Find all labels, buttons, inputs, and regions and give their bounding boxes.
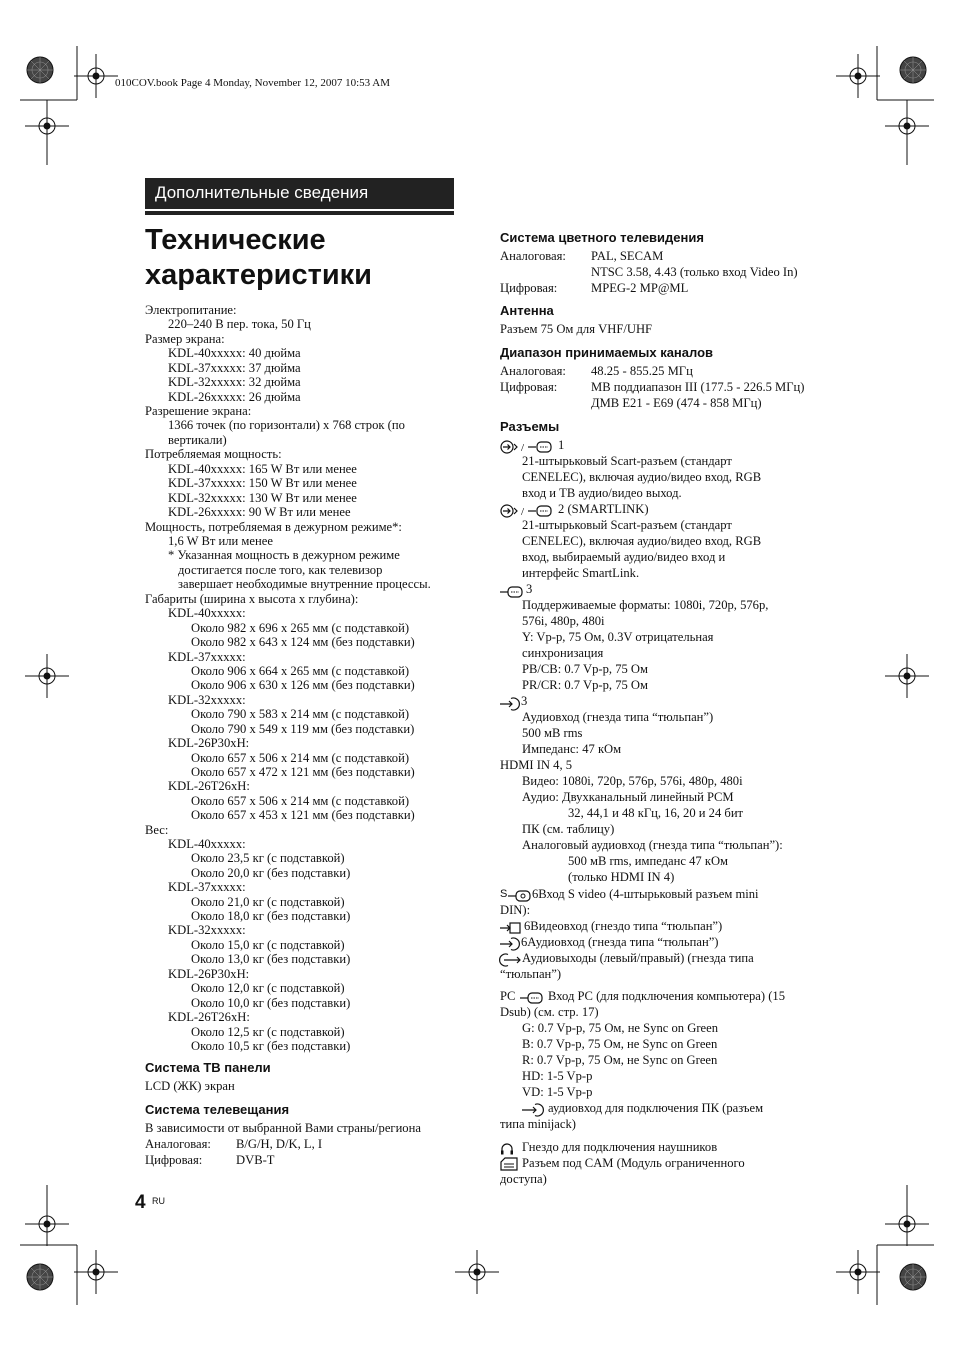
hdmi-pc: ПК (см. таблицу) — [522, 822, 615, 836]
connector-desc: 500 мВ rms — [522, 726, 583, 740]
svg-text:/: / — [521, 442, 525, 454]
model-label: KDL-26P30xH: — [168, 736, 250, 750]
weight-label: Вес: — [145, 823, 169, 837]
spec-line: KDL-32xxxxx: 32 дюйма — [168, 375, 301, 389]
channels-digital-label: Цифровая: — [500, 380, 558, 394]
model-label: KDL-26T26xH: — [168, 1010, 250, 1024]
pc-signal: R: 0.7 Vp-p, 75 Ом, не Sync on Green — [522, 1053, 718, 1067]
spec-line: KDL-26xxxxx: 26 дюйма — [168, 390, 301, 404]
color-system-heading: Система цветного телевидения — [500, 230, 704, 245]
spec-line: Около 23,5 кг (с подставкой) — [191, 851, 345, 865]
hdmi-video: Видео: 1080i, 720p, 576p, 576i, 480p, 480i — [522, 774, 743, 788]
connector-desc: Y: Vp-p, 75 Ом, 0.3V отрицательная — [522, 630, 714, 644]
model-label: KDL-32xxxxx: — [168, 693, 246, 707]
consumption-label: Потребляемая мощность: — [145, 447, 282, 461]
spec-line: Около 18,0 кг (без подставки) — [191, 909, 351, 923]
scart2-number: 2 (SMARTLINK) — [558, 502, 649, 516]
spec-line: Около 21,0 кг (с подставкой) — [191, 895, 345, 909]
spec-line: Около 15,0 кг (с подставкой) — [191, 938, 345, 952]
model-label: KDL-40xxxxx: — [168, 837, 246, 851]
spec-line: Около 982 x 643 x 124 мм (без подставки) — [191, 635, 415, 649]
spec-line: Около 906 x 664 x 265 мм (с подставкой) — [191, 664, 410, 678]
model-label: KDL-32xxxxx: — [168, 923, 246, 937]
pc-audio-input-icon — [522, 1103, 546, 1117]
hdmi-analog: 500 мВ rms, импеданс 47 кОм — [568, 854, 729, 868]
spec-line: Около 10,5 кг (без подставки) — [191, 1039, 351, 1053]
connector-desc: вход, выбираемый аудио/видео вход и — [522, 550, 726, 564]
spec-line: KDL-40xxxxx: 40 дюйма — [168, 346, 301, 360]
spec-line: Около 657 x 472 x 121 мм (без подставки) — [191, 765, 415, 779]
spec-line: KDL-37xxxxx: 150 W Вт или менее — [168, 476, 357, 490]
spec-line: Около 906 x 630 x 126 мм (без подставки) — [191, 678, 415, 692]
connector-desc: 576i, 480p, 480i — [522, 614, 605, 628]
pc-input-icon — [520, 991, 544, 1005]
audio-input-icon — [500, 937, 522, 951]
svg-text:/: / — [521, 506, 525, 518]
resolution-value: вертикали) — [168, 433, 227, 447]
connector-desc: Импеданс: 47 кОм — [522, 742, 622, 756]
pc-signal: B: 0.7 Vp-p, 75 Ом, не Sync on Green — [522, 1037, 718, 1051]
broadcast-digital-value: DVB-T — [236, 1153, 275, 1167]
cam-slot-icon — [500, 1157, 518, 1171]
pc-signal: G: 0.7 Vp-p, 75 Ом, не Sync on Green — [522, 1021, 719, 1035]
connector-desc: PR/CR: 0.7 Vp-p, 75 Ом — [522, 678, 648, 692]
broadcast-analog-label: Аналоговая: — [145, 1137, 211, 1151]
connector-desc: Поддерживаемые форматы: 1080i, 720p, 576p, — [522, 598, 769, 612]
spec-line: KDL-37xxxxx: 37 дюйма — [168, 361, 301, 375]
headphones-desc: Гнездо для подключения наушников — [522, 1140, 718, 1154]
cam-desc: доступа) — [500, 1172, 547, 1186]
standby-note: * Указанная мощность в дежурном режиме — [168, 548, 400, 562]
headphones-icon — [500, 1142, 514, 1156]
pc-desc: Dsub) (см. стр. 17) — [500, 1005, 599, 1019]
spec-line: Около 657 x 506 x 214 мм (с подставкой) — [191, 794, 410, 808]
audio3-number: 3 — [521, 694, 528, 708]
scart1-number: 1 — [558, 438, 565, 452]
spec-line: Около 20,0 кг (без подставки) — [191, 866, 351, 880]
standby-note: завершает необходимые внутренние процессы. — [178, 577, 431, 591]
cam-desc: Разъем под CAM (Модуль ограниченного — [522, 1156, 745, 1170]
hdmi-audio: 32, 44,1 и 48 кГц, 16, 20 и 24 бит — [568, 806, 744, 820]
spec-line: Около 12,5 кг (с подставкой) — [191, 1025, 345, 1039]
audio6-desc: 6Аудиовход (гнезда типа “тюльпан”) — [521, 935, 719, 949]
video6-desc: 6Видеовход (гнездо типа “тюльпан”) — [524, 919, 723, 933]
component-number: 3 — [526, 582, 533, 596]
spec-line: KDL-26xxxxx: 90 W Вт или менее — [168, 505, 351, 519]
power-label: Электропитание: — [145, 303, 237, 317]
spec-line: KDL-32xxxxx: 130 W Вт или менее — [168, 491, 357, 505]
spec-line: Около 790 x 583 x 214 мм (с подставкой) — [191, 707, 410, 721]
pc-audio-desc: типа minijack) — [500, 1117, 576, 1131]
pc-audio-desc: аудиовход для подключения ПК (разъем — [548, 1101, 764, 1115]
color-digital-label: Цифровая: — [500, 281, 558, 295]
connector-desc: 21-штырьковый Scart-разъем (стандарт — [522, 454, 732, 468]
pc-prefix: PC — [500, 989, 516, 1003]
resolution-value: 1366 точек (по горизонтали) x 768 строк (по — [168, 418, 405, 432]
svideo-desc: DIN): — [500, 903, 531, 917]
power-value: 220–240 В пер. тока, 50 Гц — [168, 317, 311, 331]
connector-desc: вход и ТВ аудио/видео выход. — [522, 486, 682, 500]
hdmi-analog: Аналоговый аудиовход (гнезда типа “тюльпан”): — [522, 838, 783, 852]
scart-input-output-icon — [500, 504, 556, 518]
model-label: KDL-37xxxxx: — [168, 650, 246, 664]
video-input-icon — [500, 921, 522, 935]
spec-line: Около 790 x 549 x 119 мм (без подставки) — [191, 722, 415, 736]
color-digital-value: MPEG-2 MP@ML — [591, 281, 689, 295]
page-title-line2: характеристики — [145, 259, 372, 291]
scart-input-output-icon — [500, 440, 556, 454]
model-label: KDL-37xxxxx: — [168, 880, 246, 894]
component-input-icon — [500, 585, 524, 599]
connector-desc: синхронизация — [522, 646, 604, 660]
connector-desc: интерфейс SmartLink. — [522, 566, 640, 580]
pc-signal: VD: 1-5 Vp-p — [522, 1085, 593, 1099]
svideo-prefix: S — [500, 888, 508, 900]
connectors-heading: Разъемы — [500, 419, 560, 434]
channels-digital-value: МВ поддиапазон III (177.5 - 226.5 МГц) — [591, 380, 805, 394]
connector-desc: CENELEC), включая аудио/видео вход, RGB — [522, 470, 762, 484]
color-analog-label: Аналоговая: — [500, 249, 566, 263]
file-info: 010COV.book Page 4 Monday, November 12, 2007 10:53 AM — [115, 77, 390, 89]
connector-desc: 21-штырьковый Scart-разъем (стандарт — [522, 518, 732, 532]
spec-line: KDL-40xxxxx: 165 W Вт или менее — [168, 462, 357, 476]
spec-line: Около 12,0 кг (с подставкой) — [191, 981, 345, 995]
antenna-value: Разъем 75 Ом для VHF/UHF — [500, 322, 653, 336]
audio-out-desc: “тюльпан”) — [500, 967, 562, 981]
standby-value: 1,6 W Вт или менее — [168, 534, 273, 548]
model-label: KDL-26P30xH: — [168, 967, 250, 981]
svideo-input-icon — [508, 889, 532, 903]
hdmi-analog: (только HDMI IN 4) — [568, 870, 675, 884]
broadcast-note: В зависимости от выбранной Вами страны/региона — [145, 1121, 421, 1135]
channels-heading: Диапазон принимаемых каналов — [500, 345, 714, 360]
panel-heading: Система ТВ панели — [145, 1060, 271, 1075]
standby-note: достигается после того, как телевизор — [178, 563, 383, 577]
broadcast-digital-label: Цифровая: — [145, 1153, 203, 1167]
broadcast-analog-value: B/G/H, D/K, L, I — [236, 1137, 323, 1151]
model-label: KDL-40xxxxx: — [168, 606, 246, 620]
hdmi-label: HDMI IN 4, 5 — [500, 758, 573, 772]
page-number: 4 — [135, 1192, 146, 1213]
dimensions-label: Габариты (ширина x высота x глубина): — [145, 592, 359, 606]
section-banner — [145, 178, 454, 217]
antenna-heading: Антенна — [500, 303, 554, 318]
page-language: RU — [152, 1196, 165, 1206]
color-analog-value: NTSC 3.58, 4.43 (только вход Video In) — [591, 265, 798, 279]
audio-out-desc: Аудиовыходы (левый/правый) (гнезда типа — [522, 951, 754, 965]
spec-line: Около 657 x 506 x 214 мм (с подставкой) — [191, 751, 410, 765]
page-title-line1: Технические — [145, 224, 326, 256]
spec-line: Около 982 x 696 x 265 мм (с подставкой) — [191, 621, 410, 635]
spec-line: Около 657 x 453 x 121 мм (без подставки) — [191, 808, 415, 822]
standby-label: Мощность, потребляемая в дежурном режиме*: — [145, 520, 402, 534]
connector-desc: PB/CB: 0.7 Vp-p, 75 Ом — [522, 662, 648, 676]
connector-desc: Аудиовход (гнезда типа “тюльпан”) — [522, 710, 714, 724]
audio-input-icon — [500, 697, 520, 711]
section-banner-text: Дополнительные сведения — [155, 183, 369, 202]
spec-line: Около 10,0 кг (без подставки) — [191, 996, 351, 1010]
color-analog-value: PAL, SECAM — [591, 249, 664, 263]
broadcast-heading: Система телевещания — [145, 1102, 290, 1117]
resolution-label: Разрешение экрана: — [145, 404, 252, 418]
hdmi-audio: Аудио: Двухканальный линейный PCM — [522, 790, 734, 804]
model-label: KDL-26T26xH: — [168, 779, 250, 793]
connector-desc: CENELEC), включая аудио/видео вход, RGB — [522, 534, 762, 548]
channels-analog-value: 48.25 - 855.25 МГц — [591, 364, 693, 378]
audio-output-icon — [498, 953, 522, 967]
panel-value: LCD (ЖК) экран — [145, 1079, 235, 1093]
pc-signal: HD: 1-5 Vp-p — [522, 1069, 593, 1083]
svideo-desc: 6Вход S video (4-штырьковый разъем mini — [532, 887, 759, 901]
screen-size-label: Размер экрана: — [145, 332, 225, 346]
channels-digital-value: ДМВ E21 - E69 (474 - 858 МГц) — [591, 396, 762, 410]
pc-desc: Вход PC (для подключения компьютера) (15 — [548, 989, 786, 1003]
spec-line: Около 13,0 кг (без подставки) — [191, 952, 351, 966]
channels-analog-label: Аналоговая: — [500, 364, 566, 378]
